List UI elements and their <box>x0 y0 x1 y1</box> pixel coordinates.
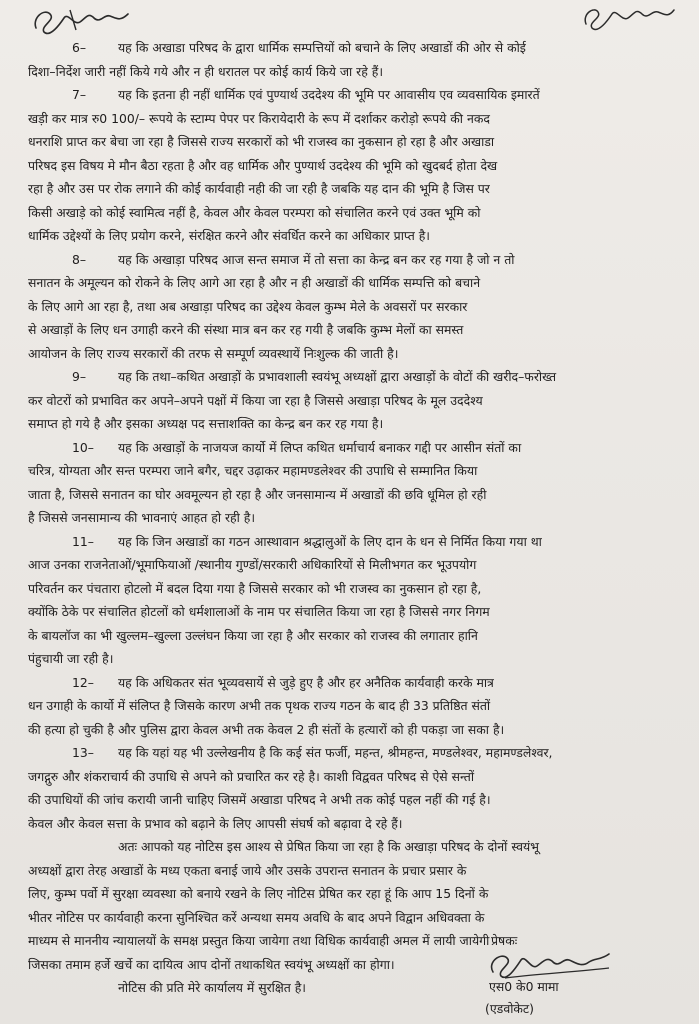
paragraph-10 <box>28 436 672 530</box>
sender-block <box>485 930 685 1020</box>
paragraph-number: 8– <box>72 251 87 267</box>
paragraph-line: 9– यह कि तथा–कथित अखाड़ों के प्रभावशाली स्वयंभू अध्यक्षों द्वारा अखाड़ों के वोटों की खरीद–फरोख्त <box>72 365 672 389</box>
paragraph-line: धन उगाही के कार्यो में संलिप्त है जिसके कारण अभी तक पृथक राज्य गठन के बाद ही 33 प्रतिष्ठित संतों <box>28 698 491 713</box>
paragraph-line: सनातन के अमूल्यन को रोकने के लिए आगे आ रहा है और न ही अखाडों की धार्मिक सम्पत्ति को बचाने <box>28 275 481 290</box>
notice-body <box>28 36 672 1000</box>
paragraph-line: समाप्त हो गये है और इसका अध्यक्ष पद सत्ताशक्ति का केन्द्र बन कर रह गया है। <box>28 416 384 431</box>
paragraph-line: चरित्र, योग्यता और सन्त परम्परा जाने बगैर, चद्दर उढ़ाकर महामण्डलेश्वर की उपाधि से सम्मानित किया <box>28 463 478 478</box>
paragraph-line: खड़ी कर मात्र रु0 100/– रूपये के स्टाम्प पेपर पर किरायेदारी के रूप में दर्शाकर करोड़ो रूपये की नकद <box>28 110 490 126</box>
paragraph-line: आज उनका राजनेताओं/भूमाफियाओं /स्थानीय गुण्डों/सरकारी अधिकारियों से मिलीभगत कर भूउपयोग <box>28 557 477 572</box>
paragraph-line: 12– यह कि अधिकतर संत भूव्यवसायें से जुड़े हुए है और हर अनैतिक कार्यवाही करके मात्र <box>72 671 672 695</box>
paragraph-line: से अखाड़ों के लिए धन उगाही करने की संस्था मात्र बन कर रह गयी है जबकि कुम्भ मेलों का समस्त <box>28 322 464 337</box>
signature-top-right <box>580 2 680 34</box>
paragraph-line: की हत्या हो चुकी है और पुलिस द्वारा केवल अभी तक केवल 2 ही संतों के हत्यारों को ही पकड़ा जा सका है। <box>28 721 505 737</box>
sender-name: एस0 के0 मामा <box>489 979 559 994</box>
paragraph-9 <box>28 365 672 436</box>
paragraph-number: 11– <box>72 533 94 549</box>
paragraph-line: के बायलॉज का भी खुल्लम–खुल्ला उल्लंघन किया जा रहा है और सरकार को राजस्व की लगातार हानि <box>28 627 478 643</box>
paragraph-line: 7– यह कि इतना ही नहीं धार्मिक एवं पुण्यार्थ उददेश्य की भूमि पर आवासीय एव व्यवसायिक इमारतें <box>72 83 672 107</box>
paragraph-line: कर वोटरों को प्रभावित कर अपने–अपने पक्षों में किया जा रहा है जिससे अखाड़ा परिषद के मूल उददेश्य <box>28 392 483 408</box>
paragraph-number: 7– <box>72 87 87 102</box>
paragraph-line: की उपाधियों की जांच करायी जानी चाहिए जिसमें अखाडा परिषद ने अभी तक कोई पहल नहीं की गई है। <box>28 792 491 807</box>
paragraph-line: केवल और केवल सत्ता के प्रभाव को बढ़ाने के लिए आपसी संघर्ष को बढ़ावा दे रहे हैं। <box>28 815 403 831</box>
paragraph-line: 8– यह कि अखाड़ा परिषद आज सन्त समाज में तो सत्ता का केन्द्र बन कर रह गया है जो न तो <box>72 248 672 272</box>
signature-top-left <box>30 4 140 38</box>
paragraph-line: के लिए आगे आ रहा है, तथा अब अखाड़ा परिषद का उद्देश्य केवल कुम्भ मेले के अवसरों पर सरकार <box>28 298 468 314</box>
office-copy-note: नोटिस की प्रति मेरे कार्यालय में सुरक्षित है। <box>118 980 307 995</box>
paragraph-line: पंहुचायी जा रही है। <box>28 651 114 666</box>
paragraph-line: जाता है, जिससे सनातन का घोर अवमूल्यन हो रहा है और जनसामान्य में अखाडों की छवि धूमिल हो रही <box>28 486 487 502</box>
paragraph-line: क्योंकि ठेके पर संचालित होटलों को धर्मशालाओं के नाम पर संचालित किया जा रहा है जिससे नगर निगम <box>28 604 490 619</box>
paragraph-line: दिशा–निर्देश जारी नहीं किये गये और न ही धरातल पर कोई कार्य किये जा रहे हैं। <box>28 63 384 79</box>
paragraph-line: धार्मिक उद्देश्यों के लिए प्रयोग करने, संरक्षित करने और संवर्धित करने का अधिकार प्राप्त है। <box>28 228 431 243</box>
paragraph-number: 6– <box>72 40 87 55</box>
paragraph-line: है जिससे जनसामान्य की भावनाएं आहत हो रही है। <box>28 510 256 525</box>
paragraph-11 <box>28 530 672 671</box>
paragraph-line: किसी अखाड़े को कोई स्वामित्व नहीं है, केवल और केवल परम्परा को संचालित करने एवं उक्त भूमि को <box>28 204 481 220</box>
sender-title: (एडवोकेट) <box>485 1001 535 1016</box>
paragraph-line: अतः आपको यह नोटिस इस आश्य से प्रेषित किया जा रहा है कि अखाड़ा परिषद के दोनों स्वयंभू <box>118 839 539 854</box>
paragraph-line: परिषद इस विषय मे मौन बैठा रहता है और वह धार्मिक और पुण्यार्थ उददेश्य की भूमि को खुदबर्द होता देख <box>28 157 498 173</box>
sender-label: प्रेषकः <box>491 933 518 948</box>
paragraph-line: परिवर्तन कर पंचतारा होटलो में बदल दिया गया है जिससे सरकार को भी राजस्व का नुकसान हो रहा है, <box>28 580 482 596</box>
paragraph-13 <box>28 741 672 835</box>
paragraph-line: 11– यह कि जिन अखाडों का गठन आस्थावान श्रद्धालुओं के लिए दान के धन से निर्मित किया गया था <box>72 530 672 554</box>
paragraph-number: 12– <box>72 674 94 690</box>
paragraph-line: 6– यह कि अखाडा परिषद के द्वारा धार्मिक सम्पत्तियों को बचाने के लिए अखाडों की ओर से कोई <box>72 36 672 60</box>
paragraph-line: 13– यह कि यहां यह भी उल्लेखनीय है कि कई संत फर्जी, महन्त, श्रीमहन्त, मण्डलेश्वर, महामण्डलेश्वर, <box>72 741 672 765</box>
paragraph-line: भीतर नोटिस पर कार्यवाही करना सुनिश्चित करें अन्यथा समय अवधि के बाद अपने विद्वान अधिवक्ता के <box>28 909 485 925</box>
paragraph-line: माध्यम से माननीय न्यायालयों के समक्ष प्रस्तुत किया जायेगा तथा विधिक कार्यवाही अमल में लायी जायेगी <box>28 933 490 948</box>
paragraph-number: 9– <box>72 369 87 384</box>
paragraph-line: 10– यह कि अखाड़ों के नाजयज कार्यो में लिप्त कथित धर्माचार्य बनाकर गद्दी पर आसीन संतों का <box>72 436 672 460</box>
paragraph-number: 10– <box>72 439 94 455</box>
paragraph-6 <box>28 36 672 83</box>
paragraph-12 <box>28 671 672 742</box>
paragraph-line: रहा है और उस पर रोक लगाने की कोई कार्यवाही नही की जा रही है जबकि यह दान की भूमि है जिस पर <box>28 181 490 196</box>
paragraph-line: लिए, कुम्भ पर्वो में सुरक्षा व्यवस्था को बनाये रखने के लिए नोटिस प्रेषित कर रहा हूं कि आप 15 दिनों के <box>28 886 489 901</box>
paragraph-line: अध्यक्षों द्वारा तेरह अखाडों के मध्य एकता बनाई जाये और उसके उपरान्त सनातन के प्रचार प्रसार के <box>28 862 467 878</box>
paragraph-line: आयोजन के लिए राज्य सरकारों की तरफ से सम्पूर्ण व्यवस्थायें निःशुल्क की जाती है। <box>28 345 399 361</box>
paragraph-number: 13– <box>72 745 94 760</box>
paragraph-line: धनराशि प्राप्त कर बेचा जा रहा है जिससे राज्य सरकारों को भी राजस्व का नुकसान हो रहा है और अखाडा <box>28 134 495 149</box>
paragraph-8 <box>28 248 672 366</box>
paragraph-line: जिसका तमाम हर्जे खर्चे का दायित्व आप दोनों तथाकथित स्वयंभू अध्यक्षों का होगा। <box>28 956 395 972</box>
paragraph-line: जगद्गुरु और शंकराचार्य की उपाधि से अपने को प्रचारित कर रहे है। काशी विद्ववत परिषद से ऐसे सन्तों <box>28 768 475 784</box>
paragraph-7 <box>28 83 672 248</box>
